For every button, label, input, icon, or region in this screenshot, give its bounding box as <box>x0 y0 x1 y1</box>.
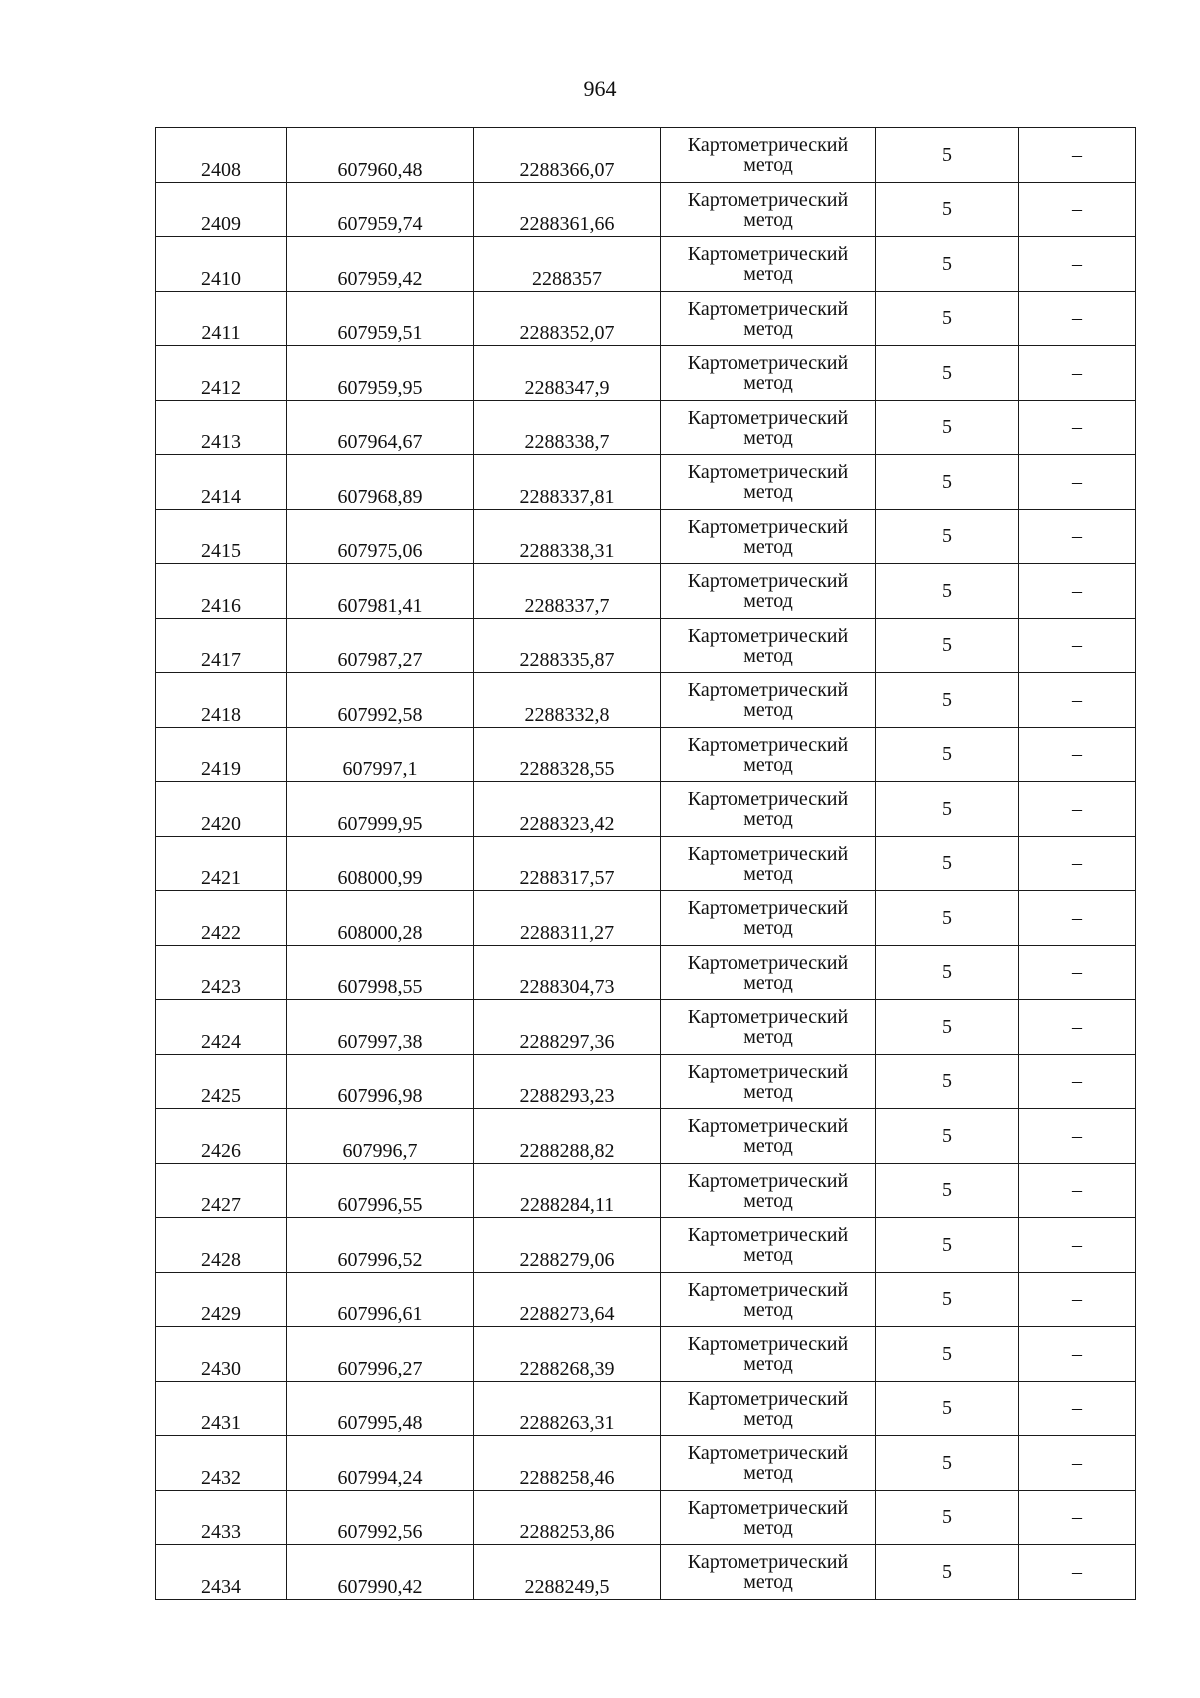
method-line-1: Картометрический <box>687 1496 849 1519</box>
x-coordinate-cell: 607981,41 <box>287 564 474 619</box>
method-cell <box>661 1327 876 1382</box>
x-coordinate-cell: 607998,55 <box>287 945 474 1000</box>
x-coordinate-cell: 607968,89 <box>287 455 474 510</box>
x-coordinate-cell: 607996,27 <box>287 1327 474 1382</box>
y-coordinate-cell: 2288332,8 <box>474 673 661 728</box>
method-line-2: метод <box>743 1080 793 1103</box>
note-cell: – <box>1019 1436 1136 1491</box>
method-line-1: Картометрический <box>687 897 849 920</box>
method-cell <box>661 1545 876 1600</box>
point-id-cell: 2419 <box>156 727 287 782</box>
point-id-cell: 2409 <box>156 182 287 237</box>
method-line-2: метод <box>743 644 793 667</box>
method-cell <box>661 891 876 946</box>
accuracy-cell: 5 <box>876 1436 1019 1491</box>
accuracy-cell: 5 <box>876 891 1019 946</box>
method-line-1: Картометрический <box>687 352 849 375</box>
method-line-2: метод <box>743 1026 793 1049</box>
table-row <box>156 1218 1136 1273</box>
accuracy-cell: 5 <box>876 509 1019 564</box>
table-row <box>156 1490 1136 1545</box>
method-line-1: Картометрический <box>687 1387 849 1410</box>
x-coordinate-cell: 607990,42 <box>287 1545 474 1600</box>
accuracy-cell: 5 <box>876 237 1019 292</box>
method-cell <box>661 1218 876 1273</box>
x-coordinate-cell: 607996,61 <box>287 1272 474 1327</box>
method-line-2: метод <box>743 1571 793 1594</box>
method-line-1: Картометрический <box>687 1006 849 1029</box>
x-coordinate-cell: 607999,95 <box>287 782 474 837</box>
table-row <box>156 1054 1136 1109</box>
method-line-2: метод <box>743 1135 793 1158</box>
method-cell <box>661 618 876 673</box>
method-line-2: метод <box>743 808 793 831</box>
method-line-1: Картометрический <box>687 1333 849 1356</box>
method-line-2: метод <box>743 590 793 613</box>
method-line-2: метод <box>743 971 793 994</box>
accuracy-cell: 5 <box>876 455 1019 510</box>
table-row <box>156 291 1136 346</box>
method-line-1: Картометрический <box>687 1224 849 1247</box>
table-row <box>156 1381 1136 1436</box>
method-cell <box>661 1381 876 1436</box>
note-cell: – <box>1019 891 1136 946</box>
y-coordinate-cell: 2288337,7 <box>474 564 661 619</box>
method-line-1: Картометрический <box>687 788 849 811</box>
point-id-cell: 2422 <box>156 891 287 946</box>
method-line-1: Картометрический <box>687 243 849 266</box>
point-id-cell: 2433 <box>156 1490 287 1545</box>
method-line-1: Картометрический <box>687 134 849 157</box>
table-row <box>156 1000 1136 1055</box>
note-cell: – <box>1019 1000 1136 1055</box>
point-id-cell: 2431 <box>156 1381 287 1436</box>
table-row <box>156 1272 1136 1327</box>
note-cell: – <box>1019 291 1136 346</box>
table-row <box>156 128 1136 183</box>
method-line-1: Картометрический <box>687 1169 849 1192</box>
table-row <box>156 1109 1136 1164</box>
method-line-1: Картометрический <box>687 1278 849 1301</box>
method-line-2: метод <box>743 1462 793 1485</box>
accuracy-cell: 5 <box>876 1054 1019 1109</box>
table-row <box>156 1545 1136 1600</box>
method-cell <box>661 1272 876 1327</box>
method-line-1: Картометрический <box>687 679 849 702</box>
table-row <box>156 836 1136 891</box>
point-id-cell: 2415 <box>156 509 287 564</box>
x-coordinate-cell: 607964,67 <box>287 400 474 455</box>
method-cell <box>661 782 876 837</box>
method-line-1: Картометрический <box>687 1115 849 1138</box>
x-coordinate-cell: 607959,95 <box>287 346 474 401</box>
table-row <box>156 455 1136 510</box>
note-cell: – <box>1019 455 1136 510</box>
method-line-2: метод <box>743 208 793 231</box>
accuracy-cell: 5 <box>876 1000 1019 1055</box>
x-coordinate-cell: 607996,55 <box>287 1163 474 1218</box>
point-id-cell: 2414 <box>156 455 287 510</box>
accuracy-cell: 5 <box>876 1109 1019 1164</box>
note-cell: – <box>1019 1490 1136 1545</box>
note-cell: – <box>1019 1109 1136 1164</box>
y-coordinate-cell: 2288366,07 <box>474 128 661 183</box>
accuracy-cell: 5 <box>876 1545 1019 1600</box>
table-row <box>156 182 1136 237</box>
point-id-cell: 2430 <box>156 1327 287 1382</box>
y-coordinate-cell: 2288337,81 <box>474 455 661 510</box>
point-id-cell: 2432 <box>156 1436 287 1491</box>
method-line-2: метод <box>743 1189 793 1212</box>
y-coordinate-cell: 2288258,46 <box>474 1436 661 1491</box>
note-cell: – <box>1019 182 1136 237</box>
table-row <box>156 1327 1136 1382</box>
note-cell: – <box>1019 618 1136 673</box>
y-coordinate-cell: 2288338,7 <box>474 400 661 455</box>
note-cell: – <box>1019 1327 1136 1382</box>
accuracy-cell: 5 <box>876 1490 1019 1545</box>
x-coordinate-cell: 607995,48 <box>287 1381 474 1436</box>
note-cell: – <box>1019 673 1136 728</box>
table-row <box>156 782 1136 837</box>
y-coordinate-cell: 2288352,07 <box>474 291 661 346</box>
note-cell: – <box>1019 836 1136 891</box>
note-cell: – <box>1019 128 1136 183</box>
method-line-1: Картометрический <box>687 406 849 429</box>
accuracy-cell: 5 <box>876 1163 1019 1218</box>
y-coordinate-cell: 2288338,31 <box>474 509 661 564</box>
x-coordinate-cell: 607959,74 <box>287 182 474 237</box>
method-line-1: Картометрический <box>687 951 849 974</box>
x-coordinate-cell: 607994,24 <box>287 1436 474 1491</box>
point-id-cell: 2413 <box>156 400 287 455</box>
method-cell <box>661 509 876 564</box>
table-row <box>156 727 1136 782</box>
x-coordinate-cell: 607992,56 <box>287 1490 474 1545</box>
method-line-2: метод <box>743 1516 793 1539</box>
y-coordinate-cell: 2288361,66 <box>474 182 661 237</box>
table-row <box>156 400 1136 455</box>
point-id-cell: 2418 <box>156 673 287 728</box>
table-row <box>156 1163 1136 1218</box>
method-line-2: метод <box>743 372 793 395</box>
y-coordinate-cell: 2288284,11 <box>474 1163 661 1218</box>
x-coordinate-cell: 608000,28 <box>287 891 474 946</box>
method-line-1: Картометрический <box>687 461 849 484</box>
method-line-2: метод <box>743 917 793 940</box>
x-coordinate-cell: 608000,99 <box>287 836 474 891</box>
table-row <box>156 564 1136 619</box>
table-row <box>156 891 1136 946</box>
method-line-1: Картометрический <box>687 515 849 538</box>
x-coordinate-cell: 607975,06 <box>287 509 474 564</box>
note-cell: – <box>1019 509 1136 564</box>
method-cell <box>661 128 876 183</box>
point-id-cell: 2410 <box>156 237 287 292</box>
method-line-2: метод <box>743 1353 793 1376</box>
table-row <box>156 673 1136 728</box>
method-line-1: Картометрический <box>687 842 849 865</box>
point-id-cell: 2426 <box>156 1109 287 1164</box>
point-id-cell: 2425 <box>156 1054 287 1109</box>
method-line-2: метод <box>743 699 793 722</box>
method-line-1: Картометрический <box>687 188 849 211</box>
point-id-cell: 2428 <box>156 1218 287 1273</box>
accuracy-cell: 5 <box>876 291 1019 346</box>
accuracy-cell: 5 <box>876 1381 1019 1436</box>
point-id-cell: 2429 <box>156 1272 287 1327</box>
table-row <box>156 509 1136 564</box>
point-id-cell: 2424 <box>156 1000 287 1055</box>
y-coordinate-cell: 2288253,86 <box>474 1490 661 1545</box>
y-coordinate-cell: 2288317,57 <box>474 836 661 891</box>
method-line-1: Картометрический <box>687 733 849 756</box>
method-cell <box>661 1490 876 1545</box>
y-coordinate-cell: 2288273,64 <box>474 1272 661 1327</box>
y-coordinate-cell: 2288293,23 <box>474 1054 661 1109</box>
x-coordinate-cell: 607997,38 <box>287 1000 474 1055</box>
y-coordinate-cell: 2288263,31 <box>474 1381 661 1436</box>
note-cell: – <box>1019 564 1136 619</box>
y-coordinate-cell: 2288311,27 <box>474 891 661 946</box>
method-cell <box>661 564 876 619</box>
note-cell: – <box>1019 945 1136 1000</box>
note-cell: – <box>1019 782 1136 837</box>
accuracy-cell: 5 <box>876 945 1019 1000</box>
method-cell <box>661 1163 876 1218</box>
method-cell <box>661 673 876 728</box>
accuracy-cell: 5 <box>876 1327 1019 1382</box>
x-coordinate-cell: 607996,7 <box>287 1109 474 1164</box>
method-cell <box>661 455 876 510</box>
point-id-cell: 2408 <box>156 128 287 183</box>
y-coordinate-cell: 2288304,73 <box>474 945 661 1000</box>
method-cell <box>661 237 876 292</box>
x-coordinate-cell: 607960,48 <box>287 128 474 183</box>
coordinates-table <box>155 127 1136 1600</box>
accuracy-cell: 5 <box>876 782 1019 837</box>
accuracy-cell: 5 <box>876 128 1019 183</box>
note-cell: – <box>1019 400 1136 455</box>
table-row <box>156 237 1136 292</box>
point-id-cell: 2416 <box>156 564 287 619</box>
page-number: 964 <box>583 76 617 101</box>
y-coordinate-cell: 2288357 <box>474 237 661 292</box>
note-cell: – <box>1019 346 1136 401</box>
accuracy-cell: 5 <box>876 1218 1019 1273</box>
method-line-1: Картометрический <box>687 1442 849 1465</box>
point-id-cell: 2417 <box>156 618 287 673</box>
y-coordinate-cell: 2288335,87 <box>474 618 661 673</box>
method-line-2: метод <box>743 317 793 340</box>
method-line-2: метод <box>743 481 793 504</box>
y-coordinate-cell: 2288288,82 <box>474 1109 661 1164</box>
table-row <box>156 618 1136 673</box>
method-line-1: Картометрический <box>687 624 849 647</box>
note-cell: – <box>1019 1054 1136 1109</box>
coordinates-table-body <box>156 128 1136 1600</box>
method-cell <box>661 400 876 455</box>
method-cell <box>661 1000 876 1055</box>
accuracy-cell: 5 <box>876 564 1019 619</box>
method-line-1: Картометрический <box>687 570 849 593</box>
note-cell: – <box>1019 727 1136 782</box>
accuracy-cell: 5 <box>876 400 1019 455</box>
method-line-2: метод <box>743 1407 793 1430</box>
x-coordinate-cell: 607996,52 <box>287 1218 474 1273</box>
point-id-cell: 2421 <box>156 836 287 891</box>
y-coordinate-cell: 2288297,36 <box>474 1000 661 1055</box>
y-coordinate-cell: 2288268,39 <box>474 1327 661 1382</box>
accuracy-cell: 5 <box>876 673 1019 728</box>
accuracy-cell: 5 <box>876 182 1019 237</box>
method-line-2: метод <box>743 426 793 449</box>
method-cell <box>661 945 876 1000</box>
table-row <box>156 1436 1136 1491</box>
x-coordinate-cell: 607987,27 <box>287 618 474 673</box>
method-cell <box>661 727 876 782</box>
y-coordinate-cell: 2288328,55 <box>474 727 661 782</box>
x-coordinate-cell: 607996,98 <box>287 1054 474 1109</box>
y-coordinate-cell: 2288279,06 <box>474 1218 661 1273</box>
accuracy-cell: 5 <box>876 346 1019 401</box>
point-id-cell: 2427 <box>156 1163 287 1218</box>
note-cell: – <box>1019 1163 1136 1218</box>
point-id-cell: 2434 <box>156 1545 287 1600</box>
point-id-cell: 2420 <box>156 782 287 837</box>
method-cell <box>661 836 876 891</box>
accuracy-cell: 5 <box>876 727 1019 782</box>
y-coordinate-cell: 2288323,42 <box>474 782 661 837</box>
method-line-1: Картометрический <box>687 297 849 320</box>
method-line-2: метод <box>743 1244 793 1267</box>
method-line-2: метод <box>743 154 793 177</box>
y-coordinate-cell: 2288249,5 <box>474 1545 661 1600</box>
method-line-1: Картометрический <box>687 1060 849 1083</box>
table-row <box>156 945 1136 1000</box>
point-id-cell: 2411 <box>156 291 287 346</box>
note-cell: – <box>1019 1545 1136 1600</box>
method-line-2: метод <box>743 1298 793 1321</box>
accuracy-cell: 5 <box>876 618 1019 673</box>
accuracy-cell: 5 <box>876 1272 1019 1327</box>
method-line-2: метод <box>743 535 793 558</box>
method-cell <box>661 1436 876 1491</box>
point-id-cell: 2423 <box>156 945 287 1000</box>
note-cell: – <box>1019 237 1136 292</box>
method-line-2: метод <box>743 753 793 776</box>
x-coordinate-cell: 607959,42 <box>287 237 474 292</box>
method-cell <box>661 1054 876 1109</box>
method-cell <box>661 1109 876 1164</box>
note-cell: – <box>1019 1272 1136 1327</box>
note-cell: – <box>1019 1381 1136 1436</box>
point-id-cell: 2412 <box>156 346 287 401</box>
table-row <box>156 346 1136 401</box>
note-cell: – <box>1019 1218 1136 1273</box>
x-coordinate-cell: 607997,1 <box>287 727 474 782</box>
method-line-1: Картометрический <box>687 1551 849 1574</box>
method-cell <box>661 291 876 346</box>
x-coordinate-cell: 607959,51 <box>287 291 474 346</box>
method-line-2: метод <box>743 862 793 885</box>
method-line-2: метод <box>743 263 793 286</box>
method-cell <box>661 346 876 401</box>
method-cell <box>661 182 876 237</box>
y-coordinate-cell: 2288347,9 <box>474 346 661 401</box>
accuracy-cell: 5 <box>876 836 1019 891</box>
x-coordinate-cell: 607992,58 <box>287 673 474 728</box>
